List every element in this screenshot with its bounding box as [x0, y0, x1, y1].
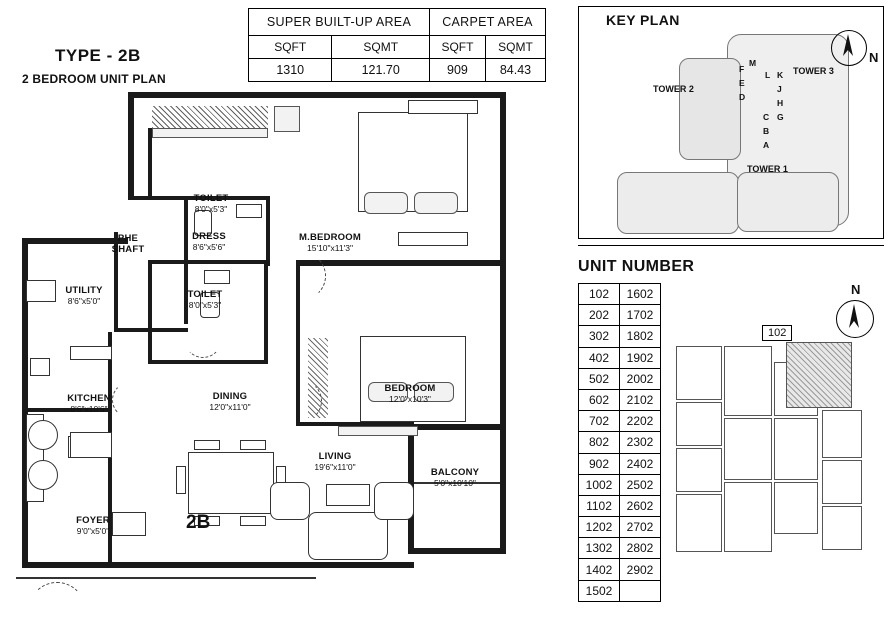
area-subheader-sqft-2: SQFT [429, 36, 485, 59]
wall-toilet2-right [264, 264, 268, 364]
wall-toilet1-right [266, 196, 270, 266]
key-plan-title: KEY PLAN [606, 12, 680, 28]
door-arc-entry [28, 582, 86, 640]
key-plan-block-A: A [763, 140, 770, 150]
key-plan-tower-2-label: TOWER 2 [653, 84, 694, 94]
key-plan-block-J: J [777, 84, 782, 94]
room-label-dining: DINING 12'0"x11'0" [209, 391, 251, 412]
area-table [248, 8, 546, 82]
table-row [579, 389, 661, 410]
area-value-carpet-sqft: 909 [429, 59, 485, 82]
room-label-balcony: BALCONY 5'0"x10'10" [430, 467, 480, 488]
table-row [579, 474, 661, 495]
room-label-kitchen: KITCHEN 8'6"x10'6" [67, 393, 111, 414]
unit-cell: 1302 [579, 538, 620, 559]
unit-compass-needle-icon [836, 300, 872, 336]
unit-cell: 802 [579, 432, 620, 453]
floorplate-unit-b [676, 402, 722, 446]
unit-cell: 2702 [620, 517, 661, 538]
room-label-living: LIVING 19'6"x11'0" [314, 451, 356, 472]
master-pillow-left [364, 192, 408, 214]
key-plan-block-K: K [777, 70, 784, 80]
key-plan-compass-needle-icon [831, 30, 865, 64]
wall-toilet2-bottom [148, 360, 268, 364]
table-row [579, 432, 661, 453]
key-plan-block-E: E [739, 78, 745, 88]
dining-chair-4 [240, 516, 266, 526]
wall-bedroom-top [296, 260, 500, 266]
table-row [579, 284, 661, 305]
floorplate-unit-h [774, 418, 818, 480]
area-group-header-super: SUPER BUILT-UP AREA [249, 9, 430, 36]
table-row [579, 305, 661, 326]
unit-cell: 1902 [620, 347, 661, 368]
plan-subtitle: 2 BEDROOM UNIT PLAN [22, 72, 166, 86]
unit-cell: 1402 [579, 559, 620, 580]
area-value-super-sqmt: 121.70 [332, 59, 430, 82]
area-group-header-carpet: CARPET AREA [429, 9, 545, 36]
bedroom2-bed [360, 336, 466, 422]
master-headboard [408, 100, 478, 114]
wall-balcony-bottom [408, 548, 506, 554]
unit-cell: 1802 [620, 326, 661, 347]
room-label-master-bedroom: M.BEDROOM 15'10"x11'3" [299, 232, 361, 253]
door-arc-toilet2 [184, 320, 222, 358]
key-plan-tower-1-label: TOWER 1 [747, 164, 788, 174]
living-armchair-left [270, 482, 310, 520]
wall-right-step [408, 424, 506, 430]
toilet2-basin [204, 270, 230, 284]
key-plan-block-D: D [739, 92, 746, 102]
living-sofa [308, 512, 388, 560]
unit-cell: 2602 [620, 495, 661, 516]
area-subheader-sqft-1: SQFT [249, 36, 332, 59]
typical-floor-plate-drawing [672, 336, 878, 586]
key-plan-tower-3-label: TOWER 3 [793, 66, 834, 76]
floorplate-unit-f [724, 482, 772, 552]
unit-cell: 302 [579, 326, 620, 347]
floorplate-unit-c [676, 448, 722, 492]
dress-wardrobe-hatch [152, 106, 268, 128]
wall-bottom-living [266, 562, 414, 568]
table-row [579, 517, 661, 538]
key-plan-drawing [587, 22, 879, 234]
entry-line [16, 577, 316, 579]
unit-cell: 2002 [620, 368, 661, 389]
unit-north-label: N [851, 282, 861, 297]
master-side-table [274, 106, 300, 132]
wall-phe-top [148, 260, 188, 264]
floor-plan-drawing [8, 92, 523, 584]
key-plan-block-C: C [763, 112, 770, 122]
unit-cell: 102 [579, 284, 620, 305]
unit-cell: 502 [579, 368, 620, 389]
master-pillow-right [414, 192, 458, 214]
wall-bottom-left [22, 562, 272, 568]
unit-type-tag: 2B [186, 512, 211, 533]
kitchen-counter-right [70, 432, 112, 458]
key-plan-block-G: G [777, 112, 784, 122]
dining-chair-2 [240, 440, 266, 450]
unit-cell: 402 [579, 347, 620, 368]
wall-kitchen-right [108, 410, 112, 506]
dress-shelf [152, 128, 268, 138]
dining-chair-1 [194, 440, 220, 450]
key-plan-block-H: H [777, 98, 784, 108]
room-label-toilet-2: TOILET 8'0"x5'3" [187, 289, 223, 310]
unit-cell: 2802 [620, 538, 661, 559]
unit-cell: 2102 [620, 389, 661, 410]
table-row [579, 580, 661, 601]
room-label-foyer: FOYER 9'0"x5'0" [76, 515, 110, 536]
table-row [579, 538, 661, 559]
key-plan-block-M: M [749, 58, 757, 68]
area-value-carpet-sqmt: 84.43 [485, 59, 545, 82]
kitchen-hob-1 [28, 420, 58, 450]
table-row [579, 368, 661, 389]
table-row [579, 347, 661, 368]
utility-machine [30, 358, 50, 376]
unit-cell: 2302 [620, 432, 661, 453]
wall-left-upper [128, 92, 134, 200]
unit-cell: 2202 [620, 411, 661, 432]
floorplate-unit-l [822, 460, 862, 504]
room-label-phe-shaft: PHE SHAFT [111, 233, 145, 255]
unit-cell: 1002 [579, 474, 620, 495]
unit-highlight-tag: 102 [762, 325, 792, 341]
unit-number-table [578, 283, 661, 602]
floorplate-unit-d [676, 494, 722, 552]
floorplate-core [724, 418, 772, 480]
area-subheader-sqmt-2: SQMT [485, 36, 545, 59]
unit-cell: 2402 [620, 453, 661, 474]
key-plan-north-label: N [869, 50, 879, 65]
room-label-toilet-1: TOILET 8'0"x5'3" [193, 193, 229, 214]
table-row [579, 411, 661, 432]
door-arc-master [278, 252, 326, 300]
unit-number-title: UNIT NUMBER [578, 258, 695, 275]
living-coffee-table [326, 484, 370, 506]
unit-cell: 1602 [620, 284, 661, 305]
door-arc-bedroom2 [280, 380, 322, 422]
key-plan-block-L: L [765, 70, 771, 80]
plan-type-title: TYPE - 2B [55, 46, 141, 65]
bedroom2-window [338, 426, 418, 436]
room-label-bedroom: BEDROOM 12'0"x10'3" [384, 383, 436, 404]
unit-cell [620, 580, 661, 601]
floorplate-highlight-unit-102 [786, 342, 852, 408]
unit-cell: 702 [579, 411, 620, 432]
floorplate-unit-m [822, 506, 862, 550]
unit-cell: 1702 [620, 305, 661, 326]
unit-cell: 1502 [579, 580, 620, 601]
unit-cell: 2502 [620, 474, 661, 495]
unit-cell: 902 [579, 453, 620, 474]
floorplate-unit-j [774, 482, 818, 534]
wall-right-upper [500, 92, 506, 430]
floorplate-unit-a [676, 346, 722, 400]
unit-cell: 602 [579, 389, 620, 410]
room-label-utility: UTILITY 8'6"x5'0" [65, 285, 103, 306]
dining-chair-5 [176, 466, 186, 494]
utility-counter [70, 346, 112, 360]
unit-cell: 1202 [579, 517, 620, 538]
table-row [579, 559, 661, 580]
wall-top [128, 92, 506, 98]
unit-cell: 202 [579, 305, 620, 326]
wall-balcony-right [500, 424, 506, 554]
floorplate-unit-k [822, 410, 862, 458]
key-plan-block-F: F [739, 64, 745, 74]
wall-toilet1-bottom [184, 260, 270, 264]
panel-divider [578, 245, 884, 246]
master-bench [398, 232, 468, 246]
driveway-block [737, 172, 839, 232]
table-row [579, 453, 661, 474]
living-armchair-right [374, 482, 414, 520]
room-label-dress: DRESS 8'6"x5'6" [192, 231, 226, 252]
tower-2-block [679, 58, 741, 160]
dining-table [188, 452, 274, 514]
area-value-super-sqft: 1310 [249, 59, 332, 82]
unit-cell: 1102 [579, 495, 620, 516]
kitchen-hob-2 [28, 460, 58, 490]
table-row [579, 326, 661, 347]
table-row [579, 495, 661, 516]
wall-toilet2-left [148, 264, 152, 364]
key-plan-block-B: B [763, 126, 770, 136]
area-subheader-sqmt-1: SQMT [332, 36, 430, 59]
floorplate-unit-e [724, 346, 772, 416]
wall-dress-left [128, 196, 188, 200]
unit-cell: 2902 [620, 559, 661, 580]
wall-dress-inner [148, 128, 152, 200]
toilet1-basin [236, 204, 262, 218]
amenity-block [617, 172, 739, 234]
